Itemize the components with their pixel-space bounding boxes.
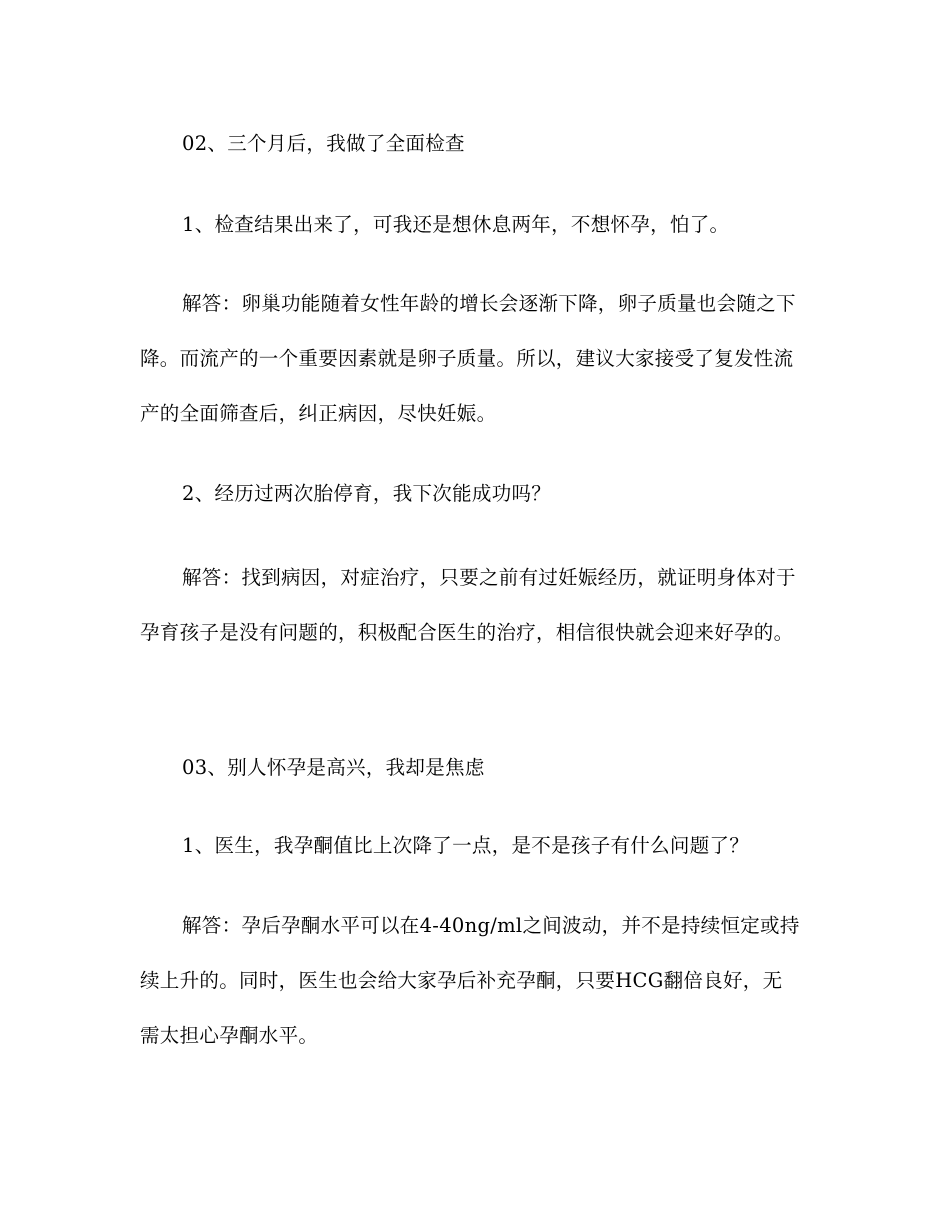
answer-paragraph: 解答：孕后孕酮水平可以在4-40ng/ml之间波动，并不是持续恒定或持续上升的。同时，医生也会给大家孕后补充孕酮，只要HCG翻倍良好，无需太担心孕酮水平。 <box>140 914 800 1047</box>
question-paragraph: 1、医生，我孕酮值比上次降了一点，是不是孩子有什么问题了？ <box>182 834 750 857</box>
question-paragraph: 1、检查结果出来了，可我还是想休息两年，不想怀孕，怕了。 <box>182 213 730 236</box>
question-paragraph: 2、经历过两次胎停育，我下次能成功吗？ <box>182 482 552 505</box>
section-heading-03: 03、别人怀孕是高兴，我却是焦虑 <box>182 756 485 779</box>
section-heading-02: 02、三个月后，我做了全面检查 <box>182 132 465 155</box>
answer-paragraph: 解答：卵巢功能随着女性年龄的增长会逐渐下降，卵子质量也会随之下降。而流产的一个重要因素就是卵子质量。所以，建议大家接受了复发性流产的全面筛查后，纠正病因，尽快妊娠。 <box>140 292 796 425</box>
answer-paragraph: 解答：找到病因，对症治疗，只要之前有过妊娠经历，就证明身体对于孕育孩子是没有问题的，积极配合医生的治疗，相信很快就会迎来好孕的。 <box>140 566 796 644</box>
